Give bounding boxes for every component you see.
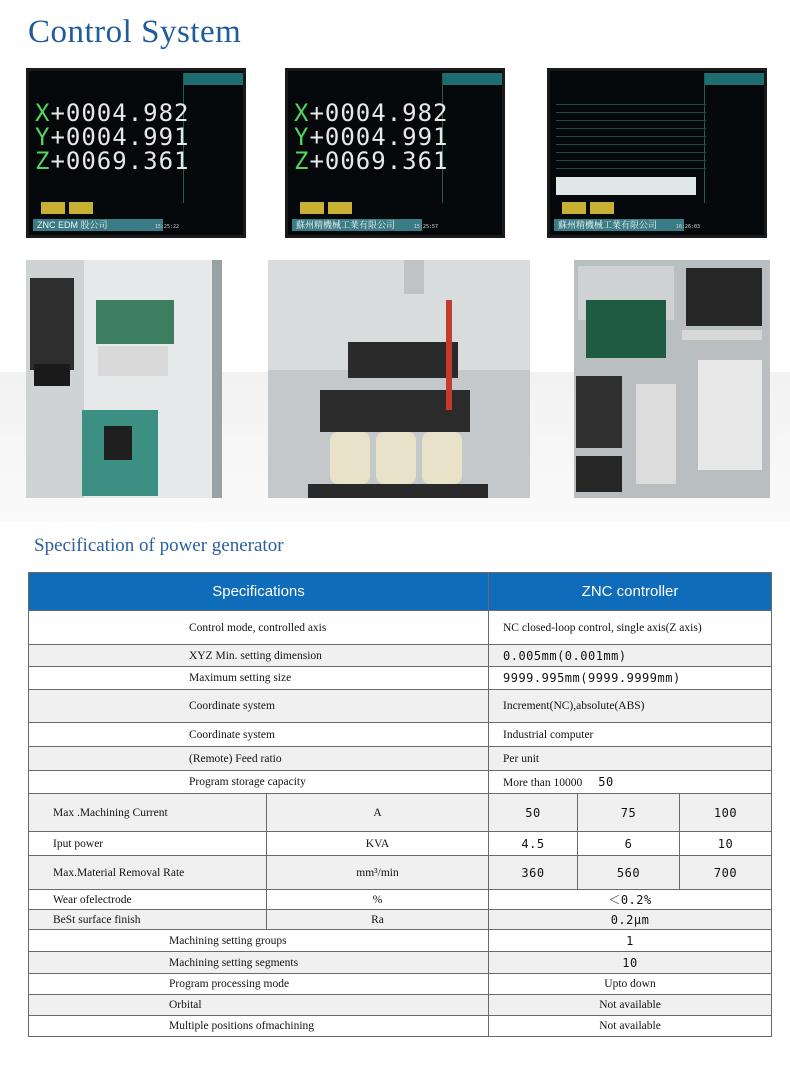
controller-screen-2 [285, 68, 505, 238]
z-coordinate: Z+0069.361 [294, 147, 449, 175]
table-row-removal: Max.Material Removal Rate mm³/min 360 560 700 [29, 856, 772, 890]
cabinet-photo-1 [26, 260, 222, 498]
controller-screen-1 [26, 68, 246, 238]
table-row-power: Iput power KVA 4.5 6 10 [29, 832, 772, 856]
screen-status-bar [294, 75, 442, 97]
storage-capacity-value: More than 10000 [503, 777, 583, 789]
table-row: Coordinate system Industrial computer [29, 723, 772, 747]
table-row: XYZ Min. setting dimension 0.005mm(0.001mm) [29, 645, 772, 667]
z-coordinate: Z+0069.361 [35, 147, 190, 175]
table-row: Control mode, controlled axis NC closed-loop control, single axis(Z axis) [29, 611, 772, 645]
spec-table [28, 572, 772, 1037]
table-row: Machining setting segments 10 [29, 952, 772, 974]
parameter-table-screen [556, 97, 706, 189]
table-row: Program processing mode Upto down [29, 974, 772, 995]
x-coordinate: X+0004.982 [294, 99, 449, 127]
screen-time: 15:25:57 [413, 224, 438, 230]
screen-footer: ZNC EDM 股公司 [33, 219, 163, 231]
relay-cabinet-photo [574, 260, 770, 498]
transformer-photo [268, 260, 530, 498]
table-row: Orbital Not available [29, 995, 772, 1016]
page-title: Control System [28, 14, 242, 50]
screen-menu [442, 73, 502, 203]
y-coordinate: Y+0004.991 [294, 123, 449, 151]
section-title: Specification of power generator [34, 535, 284, 556]
screen-footer: 蘇州精機械工業有限公司 [554, 219, 684, 231]
header-controller: ZNC controller [489, 573, 772, 611]
table-row: Coordinate system Increment(NC),absolute(ABS) [29, 690, 772, 723]
screen-status-row [554, 199, 704, 217]
table-row: Program storage capacity More than 10000 50 [29, 771, 772, 794]
screen-time: 15:25:22 [154, 224, 179, 230]
table-row-finish: BeSt surface finish Ra 0.2μm [29, 910, 772, 930]
x-coordinate: X+0004.982 [35, 99, 190, 127]
table-header [29, 573, 772, 611]
parameter-bar [556, 177, 696, 195]
controller-screen-3 [547, 68, 767, 238]
screen-status-bar [556, 75, 704, 97]
screen-footer: 蘇州精機械工業有限公司 [292, 219, 422, 231]
y-coordinate: Y+0004.991 [35, 123, 190, 151]
header-specifications: Specifications [29, 573, 489, 611]
screen-status-row [33, 199, 183, 217]
screen-status-row [292, 199, 442, 217]
screen-time: 16:26:03 [675, 224, 700, 230]
table-row-current: Max .Machining Current A 50 75 100 [29, 794, 772, 832]
screen-status-bar [35, 75, 183, 97]
table-row: Machining setting groups 1 [29, 930, 772, 952]
screen-menu [704, 73, 764, 203]
table-row-wear: Wear ofelectrode % ＜0.2% [29, 890, 772, 910]
table-row: Multiple positions ofmachining Not available [29, 1016, 772, 1037]
table-row: (Remote) Feed ratio Per unit [29, 747, 772, 771]
storage-capacity-extra: 50 [598, 775, 614, 789]
table-row: Maximum setting size 9999.995mm(9999.9999mm) [29, 667, 772, 690]
screen-menu [183, 73, 243, 203]
